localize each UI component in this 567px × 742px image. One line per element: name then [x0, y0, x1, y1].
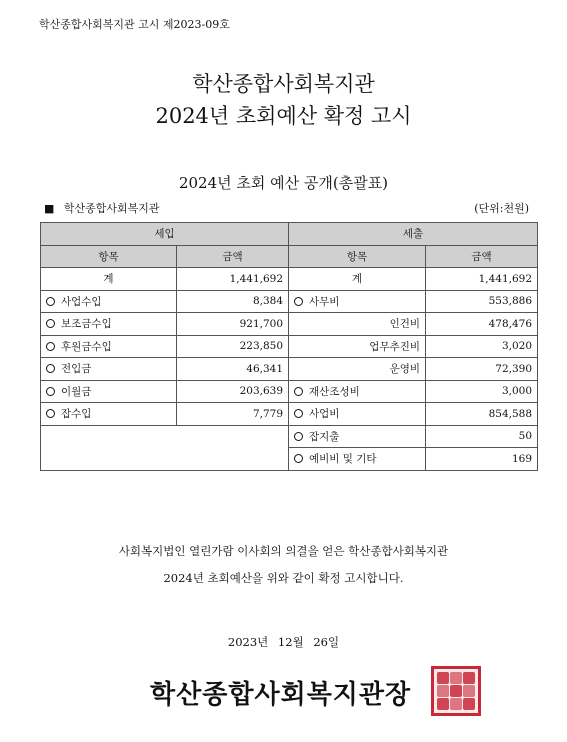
table-row: [41, 313, 538, 336]
expense-item-amount: 478,476: [426, 313, 538, 336]
income-item-label: 이월금: [61, 385, 92, 398]
income-item-label: 보조금수입: [61, 318, 112, 331]
expense-item-label: 업무추진비: [369, 340, 421, 353]
expense-item-amount: 3,000: [426, 380, 538, 403]
expense-item: [289, 335, 426, 358]
expense-item-amount: 3,020: [426, 335, 538, 358]
expense-item-label: 잡지출: [309, 430, 340, 443]
expense-item-amount: 169: [426, 448, 538, 471]
income-amount-header: 금액: [177, 245, 289, 268]
circle-bullet-icon: [294, 297, 303, 306]
square-bullet-icon: ■: [44, 202, 55, 215]
income-item-amount: 46,341: [177, 358, 289, 381]
total-row: [41, 268, 538, 291]
expense-item: [289, 380, 426, 403]
expense-item: [289, 403, 426, 426]
circle-bullet-icon: [294, 387, 303, 396]
income-item-label: 사업수입: [61, 295, 102, 308]
expense-total-label: 계: [289, 268, 426, 291]
circle-bullet-icon: [294, 432, 303, 441]
income-item-amount: 7,779: [177, 403, 289, 426]
expense-item-label: 예비비 및 기타: [309, 453, 377, 466]
expense-item-amount: 854,588: [426, 403, 538, 426]
income-item-label: 후원금수입: [61, 340, 112, 353]
table-row: [41, 358, 538, 381]
income-item-label: 잡수입: [61, 408, 92, 421]
expense-header: 세출: [289, 223, 538, 246]
income-item: [41, 290, 177, 313]
income-item: [41, 313, 177, 336]
income-header: 세입: [41, 223, 289, 246]
document-number: 학산종합사회복지관 고시 제2023-09호: [39, 18, 230, 31]
table-row: [41, 380, 538, 403]
expense-item-amount: 50: [426, 425, 538, 448]
income-item-amount: 921,700: [177, 313, 289, 336]
expense-item-amount: 72,390: [426, 358, 538, 381]
expense-amount-header: 금액: [426, 245, 538, 268]
income-item-amount: 8,384: [177, 290, 289, 313]
expense-item-header: 항목: [289, 245, 426, 268]
column-header-row: [41, 245, 538, 268]
expense-item-label: 인건비: [389, 318, 421, 331]
expense-item-label: 재산조성비: [309, 385, 360, 398]
circle-bullet-icon: [46, 342, 55, 351]
expense-item-label: 사업비: [309, 408, 340, 421]
income-total-label: 계: [41, 268, 177, 291]
income-item-label: 전입금: [61, 363, 92, 376]
statement-line-2: 2024년 초회예산을 위와 같이 확정 고시합니다.: [163, 571, 404, 585]
circle-bullet-icon: [46, 297, 55, 306]
budget-summary-table: [40, 222, 538, 471]
expense-item-amount: 553,886: [426, 290, 538, 313]
table-row: [41, 403, 538, 426]
income-item: [41, 358, 177, 381]
circle-bullet-icon: [46, 387, 55, 396]
table-subtitle: 2024년 초회 예산 공개(총괄표): [178, 174, 389, 192]
empty-income-cell: [41, 425, 289, 470]
expense-item-label: 운영비: [389, 363, 421, 376]
table-row: [41, 290, 538, 313]
income-item-amount: 223,850: [177, 335, 289, 358]
unit-label: (단위:천원): [474, 202, 529, 215]
table-row: [41, 335, 538, 358]
expense-item: [289, 448, 426, 471]
income-item-header: 항목: [41, 245, 177, 268]
circle-bullet-icon: [294, 409, 303, 418]
income-item: [41, 335, 177, 358]
circle-bullet-icon: [294, 454, 303, 463]
circle-bullet-icon: [46, 409, 55, 418]
circle-bullet-icon: [46, 319, 55, 328]
official-seal-icon: [431, 666, 481, 716]
circle-bullet-icon: [46, 364, 55, 373]
org-name: 학산종합사회복지관: [63, 202, 160, 215]
expense-item: [289, 290, 426, 313]
income-item: [41, 380, 177, 403]
income-item: [41, 403, 177, 426]
title-line-2: 2024년 초회예산 확정 고시: [155, 104, 412, 128]
income-item-amount: 203,639: [177, 380, 289, 403]
expense-item: [289, 358, 426, 381]
signature-title: 학산종합사회복지관장: [150, 680, 412, 710]
expense-total-amount: 1,441,692: [426, 268, 538, 291]
section-header-row: [41, 223, 538, 246]
announcement-date: 2023년 12월 26일: [227, 635, 340, 649]
seal-pattern: [437, 672, 475, 710]
title-line-1: 학산종합사회복지관: [192, 72, 375, 96]
expense-item: [289, 425, 426, 448]
statement-line-1: 사회복지법인 열린가람 이사회의 의결을 얻은 학산종합사회복지관: [118, 544, 449, 558]
table-row: [41, 425, 538, 448]
org-line: [44, 200, 160, 216]
expense-item: [289, 313, 426, 336]
income-total-amount: 1,441,692: [177, 268, 289, 291]
expense-item-label: 사무비: [309, 295, 340, 308]
